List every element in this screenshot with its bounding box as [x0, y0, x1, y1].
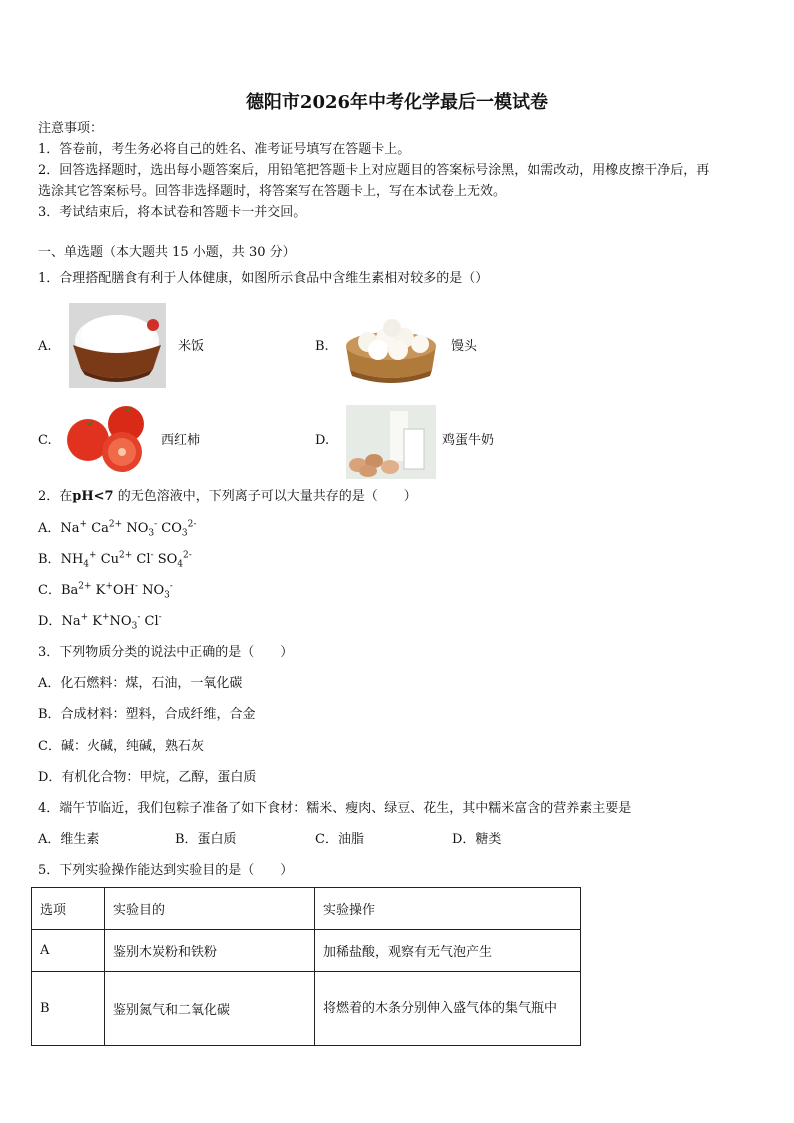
notice-item: 选涂其它答案标号。回答非选择题时，将答案写在答题卡上，写在本试卷上无效。 [38, 184, 507, 199]
q3-option: A．化石燃料：煤，石油，一氧化碳 [38, 676, 243, 691]
question-5-stem: 5．下列实验操作能达到实验目的是（ ） [38, 863, 294, 878]
question-4-stem: 4．端午节临近，我们包粽子准备了如下食材：糯米、瘦肉、绿豆、花生，其中糯米富含的营养素主要是 [38, 801, 632, 816]
table-cell: 鉴别氮气和二氧化碳 [105, 972, 315, 1046]
q3-option: D．有机化合物：甲烷，乙醇，蛋白质 [38, 770, 257, 785]
q1-option-d-label: 鸡蛋牛奶 [442, 433, 495, 448]
q4-option: C．油脂 [315, 832, 364, 847]
q3-option: C．碱：火碱，纯碱，熟石灰 [38, 739, 204, 754]
table-header-cell: 实验操作 [315, 888, 581, 930]
question-1-stem: 1．合理搭配膳食有利于人体健康，如图所示食品中含维生素相对较多的是（） [38, 271, 489, 286]
steamed-buns-icon [342, 316, 440, 384]
table-header-row [32, 888, 581, 930]
table-header-cell: 实验目的 [105, 888, 315, 930]
table-header-cell: 选项 [32, 888, 105, 930]
q4-option: D．糖类 [452, 832, 502, 847]
question-2-stem: 2．在pH<7 的无色溶液中，下列离子可以大量共存的是（ ） [38, 489, 417, 504]
q1-option-a-label: 米饭 [178, 339, 205, 354]
q1-option-c-label: 西红柿 [161, 433, 201, 448]
q2-option-d: D．Na+ $K^+NO_3^-$ Cl- [38, 612, 162, 632]
notice-item: 2．回答选择题时，选出每小题答案后，用铅笔把答题卡上对应题目的答案标号涂黑，如需改动，用橡皮擦干净后，再 [38, 163, 710, 178]
notice-heading: 注意事项： [38, 121, 104, 136]
table-row [32, 930, 581, 972]
table-cell: 鉴别木炭粉和铁粉 [105, 930, 315, 972]
q2-option-a: A．Na+ $Ca^{2+}$ $NO_3^-$ $CO_3^{2-}$ [38, 519, 197, 539]
table-cell: 加稀盐酸，观察有无气泡产生 [315, 930, 581, 972]
q1-option-a-letter: A. [38, 339, 52, 354]
q1-option-c-letter: C. [38, 433, 52, 448]
q3-option: B．合成材料：塑料，合成纤维，合金 [38, 707, 256, 722]
q2-option-b: B．$NH_4^+$ $Cu^{2+}$ Cl- $SO_4^{2-}$ [38, 550, 192, 570]
page-title: 德阳市2026年中考化学最后一模试卷 [245, 92, 549, 113]
eggs-milk-icon [346, 405, 436, 479]
section-heading: 一、单选题（本大题共 15 小题，共 30 分） [38, 245, 296, 260]
q4-option: A．维生素 [38, 832, 100, 847]
q4-option: B．蛋白质 [175, 832, 237, 847]
rice-bowl-icon [69, 303, 166, 388]
table-cell: A [32, 930, 105, 972]
notice-item: 1．答卷前，考生务必将自己的姓名、准考证号填写在答题卡上。 [38, 142, 411, 157]
q2-option-c: C．$Ba^{2+}$ K+OH- $NO_3^-$ [38, 581, 173, 601]
table-row [32, 972, 581, 1046]
table-cell: B [32, 972, 105, 1046]
question-3-stem: 3．下列物质分类的说法中正确的是（ ） [38, 645, 294, 660]
q1-option-b-letter: B. [315, 339, 329, 354]
q1-option-b-label: 馒头 [451, 339, 478, 354]
tomato-icon [64, 402, 148, 474]
q1-option-d-letter: D. [315, 433, 330, 448]
experiment-table [31, 887, 581, 1046]
notice-item: 3．考试结束后，将本试卷和答题卡一并交回。 [38, 205, 307, 220]
table-cell: 将燃着的木条分别伸入盛气体的集气瓶中 [315, 972, 581, 1046]
